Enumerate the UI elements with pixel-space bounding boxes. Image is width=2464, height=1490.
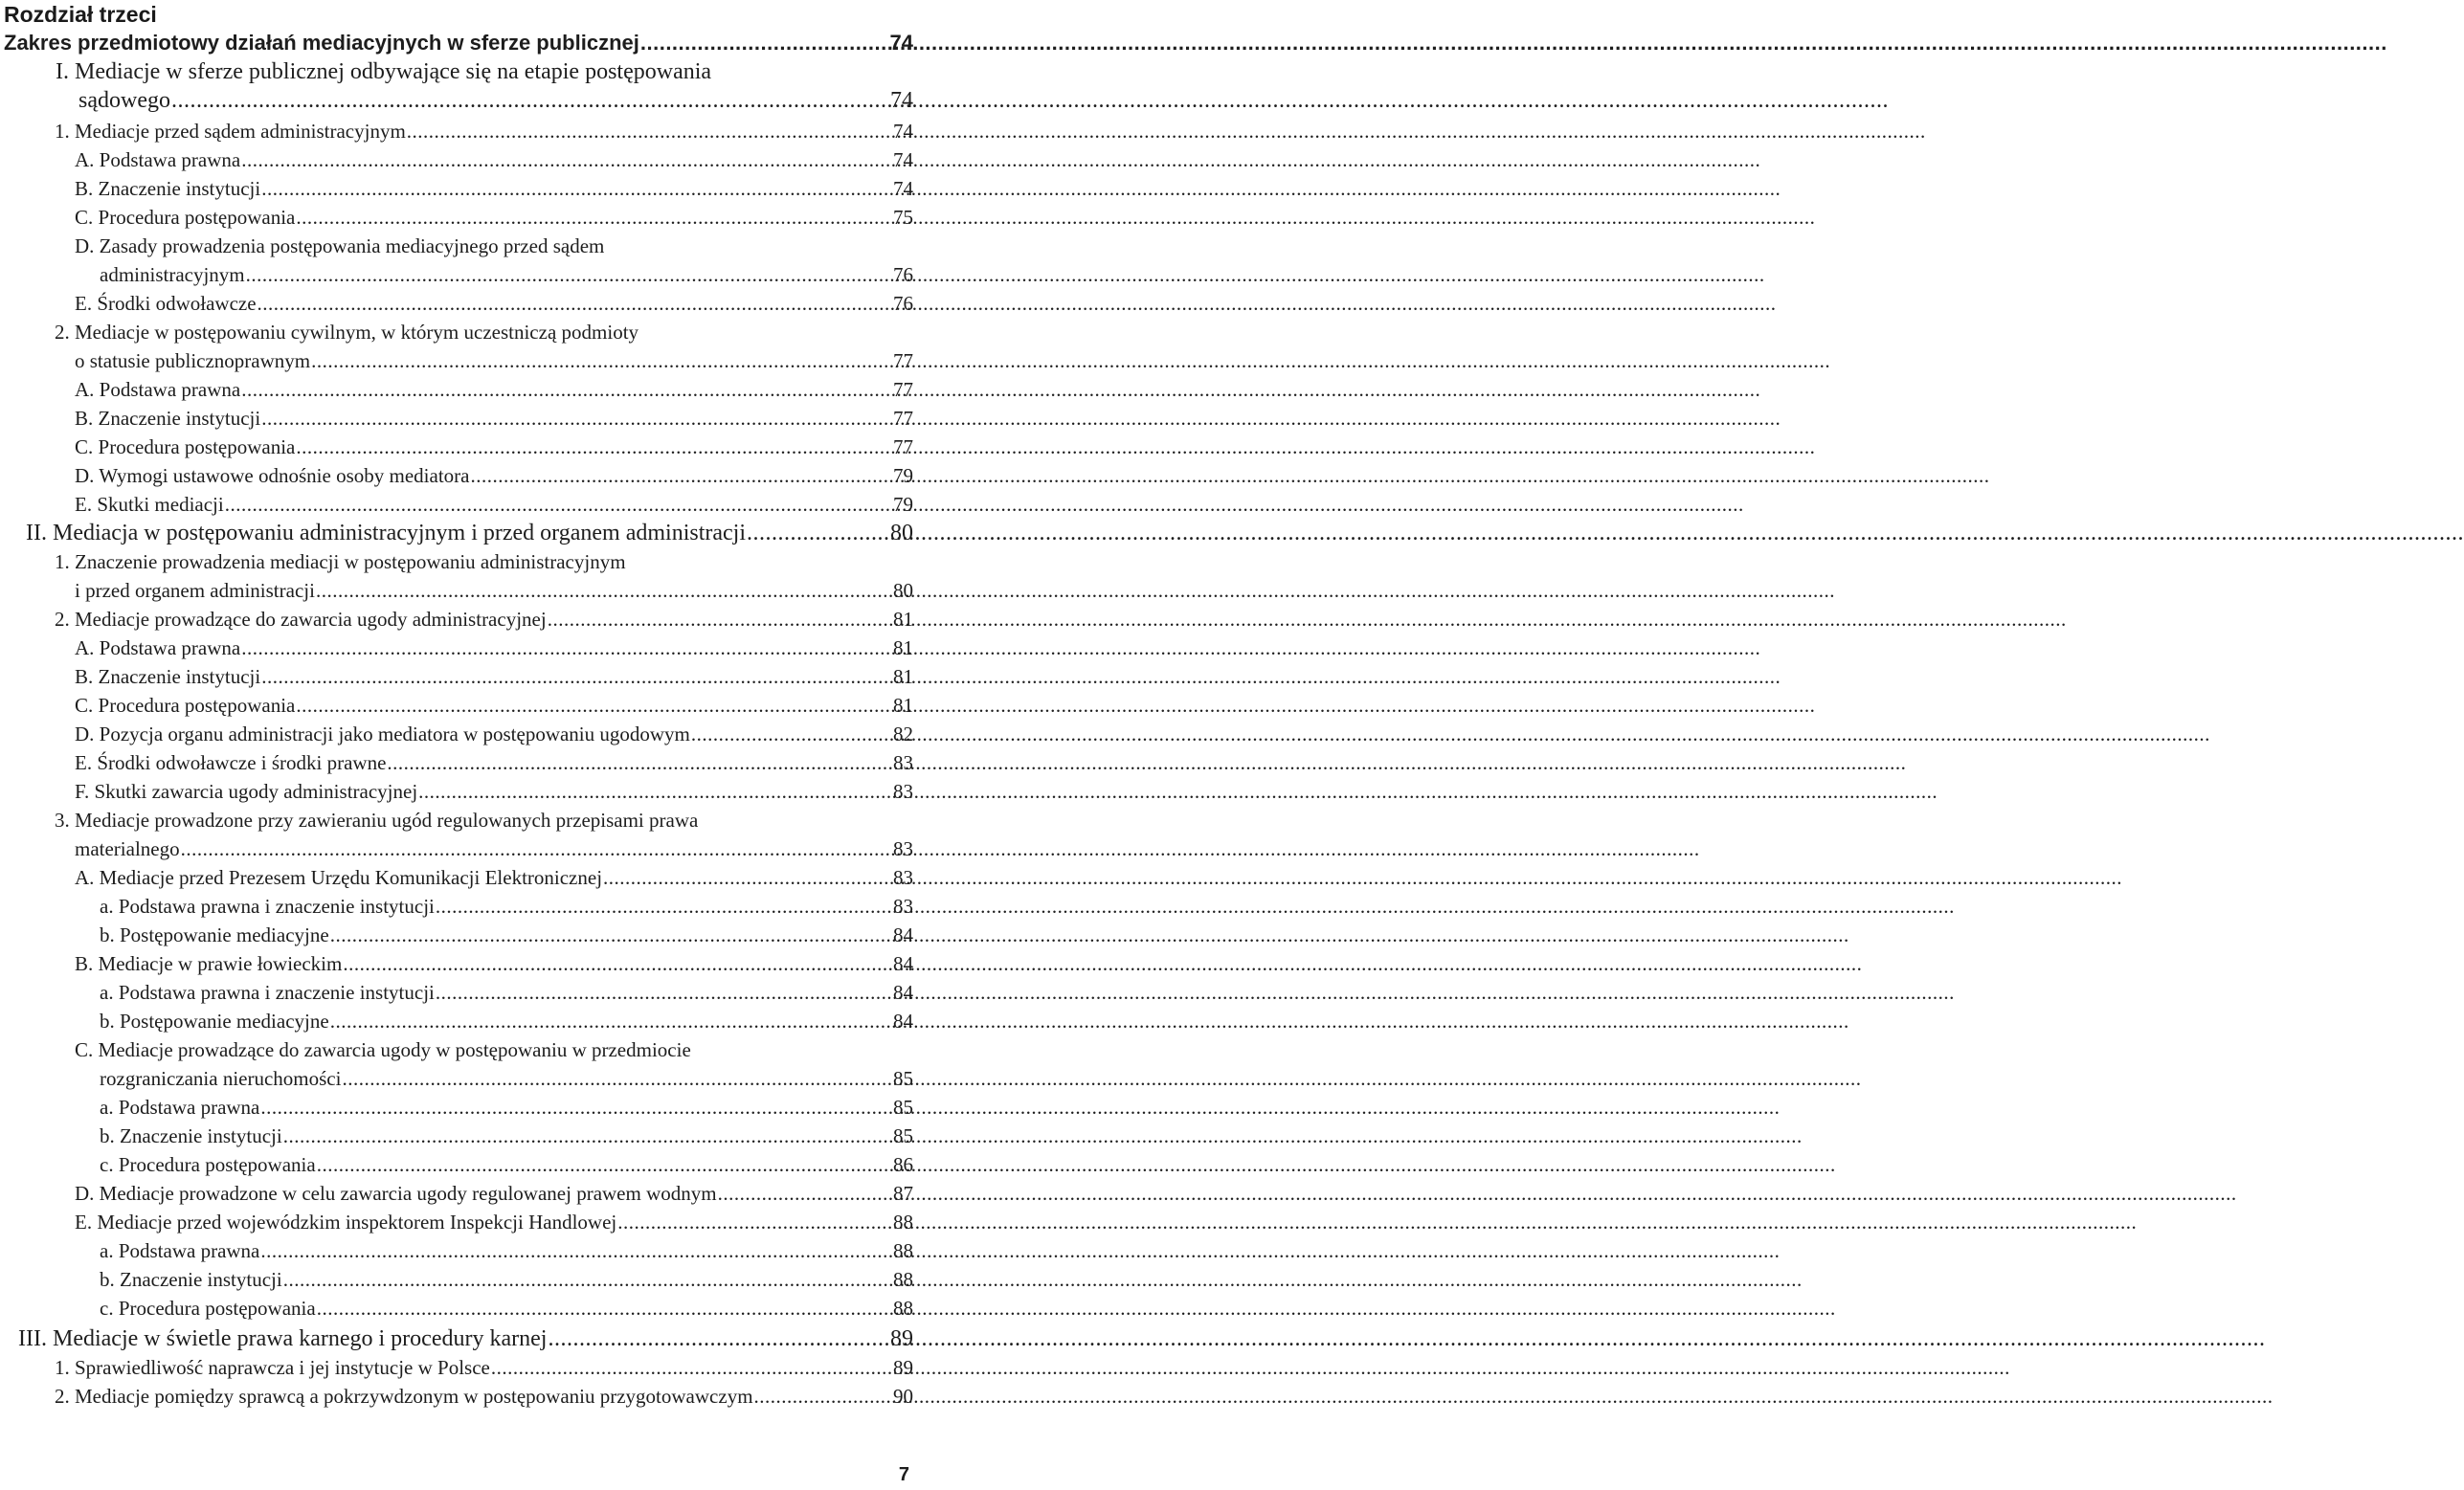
entry-number: A. [75,378,95,401]
entry-number: A. [75,148,95,171]
chapter-title: Zakres przedmiotowy działań mediacyjnych w sferze publicznej [4,31,639,55]
page-ref: 81 [893,665,913,688]
toc-entry-line2[interactable] [75,576,913,605]
toc-entry[interactable] [55,117,913,145]
page-ref: 84 [893,1010,913,1033]
entry-text: Mediacje w postępowaniu cywilnym, w którym uczestniczą podmioty [75,321,639,344]
dot-leader [548,1324,889,1353]
entry-number: 1. [55,1356,70,1379]
entry-text: Wymogi ustawowe odnośnie osoby mediatora [99,464,470,487]
entry-text: Mediacje prowadzone w celu zawarcia ugody regulowanej prawem wodnym [99,1182,717,1205]
entry-text: Mediacje prowadzone przy zawieraniu ugód regulowanych przepisami prawa [75,809,699,832]
entry-text: Pozycja organu administracji jako mediatora w postępowaniu ugodowym [99,723,690,745]
dot-leader [296,203,892,232]
toc-entry-s1-line1[interactable] [56,57,711,86]
entry-text: Mediacje w prawie łowieckim [98,952,343,975]
toc-entry-line1[interactable] [55,318,638,346]
dot-leader [718,1179,892,1208]
page-ref: 74 [893,120,913,143]
dot-leader [225,490,892,519]
dot-leader [603,863,892,892]
entry-number: B. [75,177,94,200]
dot-leader [330,921,892,949]
entry-text: Procedura postępowania [98,694,296,717]
page-ref: 88 [893,1239,913,1262]
entry-text: Procedura postępowania [98,435,296,458]
page-ref: 76 [893,292,913,315]
page-ref: 85 [893,1124,913,1147]
entry-text: Podstawa prawna i znaczenie instytucji [118,981,435,1004]
page-ref: 79 [893,464,913,487]
entry-text: Podstawa prawna [118,1239,260,1262]
dot-leader [241,375,892,404]
dot-leader [548,605,892,634]
page-ref: 80 [890,521,913,545]
toc-entry[interactable] [75,174,913,203]
page-ref: 81 [893,608,913,631]
toc-entry[interactable] [55,1353,913,1382]
dot-leader [283,1265,892,1294]
entry-text: Środki odwoławcze i środki prawne [97,751,387,774]
toc-entry-line1[interactable] [55,806,698,834]
entry-number: a. [100,1239,114,1262]
dot-leader [436,978,892,1007]
entry-text: Skutki mediacji [97,493,224,516]
entry-text: o statusie publicznoprawnym [75,349,311,372]
entry-number: 1. [55,120,70,143]
dot-leader [387,748,892,777]
toc-entry[interactable] [75,490,913,519]
entry-number: a. [100,981,114,1004]
dot-leader [241,634,892,662]
entry-text: materialnego [75,837,180,860]
entry-number: B. [75,665,94,688]
dot-leader [754,1382,892,1411]
entry-text: Mediacje przed wojewódzkim inspektorem Inspekcji Handlowej [97,1211,617,1234]
toc-entry-line1[interactable] [55,547,626,576]
entry-text: Skutki zawarcia ugody administracyjnej [94,780,418,803]
dot-leader [261,174,892,203]
page-ref: 85 [893,1067,913,1090]
entry-number: 2. [55,1385,70,1408]
page-ref: 84 [893,981,913,1004]
toc-entry[interactable] [75,863,913,892]
toc-entry-line2[interactable] [75,834,913,863]
entry-number: C. [75,694,94,717]
toc-entry[interactable] [100,1150,913,1179]
dot-leader [258,289,892,318]
toc-entry[interactable] [55,1382,913,1411]
page-ref: 84 [893,952,913,975]
toc-entry-line2[interactable] [100,260,913,289]
page-ref: 74 [890,88,913,113]
dot-leader [343,949,892,978]
page-number: 7 [898,1464,909,1485]
page-ref: 76 [893,263,913,286]
page-ref: 74 [889,31,913,55]
entry-text: Mediacje pomiędzy sprawcą a pokrzywdzonym w postępowaniu przygotowawczym [75,1385,753,1408]
page-ref: 81 [893,636,913,659]
dot-leader [296,691,892,720]
entry-number: D. [75,464,95,487]
dot-leader [317,1294,892,1323]
toc-entry[interactable] [100,921,913,949]
entry-text: Znaczenie instytucji [120,1268,282,1291]
entry-number: D. [75,723,95,745]
entry-number: F. [75,780,90,803]
page-ref: 81 [893,694,913,717]
toc-entry[interactable] [100,1265,913,1294]
entry-number: C. [75,1038,94,1061]
toc-entry[interactable] [100,978,913,1007]
page-ref: 83 [893,837,913,860]
entry-text: Sprawiedliwość naprawcza i jej instytucje w Polsce [75,1356,490,1379]
entry-text: Zasady prowadzenia postępowania mediacyjnego przed sądem [99,234,605,257]
toc-entry[interactable] [75,1179,913,1208]
entry-number: III. [18,1326,47,1351]
dot-leader [311,346,892,375]
dot-leader [342,1064,892,1093]
entry-number: b. [100,1124,115,1147]
dot-leader [171,86,889,115]
entry-number: 3. [55,809,70,832]
toc-entry[interactable] [75,404,913,433]
page-ref: 88 [893,1268,913,1291]
page-ref: 88 [893,1211,913,1234]
page-ref: 86 [893,1153,913,1176]
entry-number: C. [75,206,94,229]
entry-number: D. [75,1182,95,1205]
page-ref: 77 [893,407,913,430]
page-ref: 89 [893,1356,913,1379]
entry-number: E. [75,493,93,516]
page-ref: 82 [893,723,913,745]
toc-entry-line1[interactable] [75,1035,691,1064]
entry-text: Mediacje w sferze publicznej odbywające się na etapie postępowania [75,59,712,84]
entry-text: Procedura postępowania [118,1297,316,1320]
entry-text: administracyjnym [100,263,245,286]
entry-text: Mediacje prowadzące do zawarcia ugody w postępowaniu w przedmiocie [98,1038,691,1061]
entry-number: c. [100,1297,114,1320]
entry-number: b. [100,1268,115,1291]
entry-text: Podstawa prawna [118,1096,260,1119]
page-ref: 83 [893,866,913,889]
entry-number: A. [75,636,95,659]
toc-entry-line2[interactable] [75,346,913,375]
entry-text: Mediacje przed Prezesem Urzędu Komunikacji Elektronicznej [99,866,603,889]
toc-entry[interactable] [100,1093,913,1122]
toc-entry[interactable] [75,461,913,490]
toc-entry-line1[interactable] [75,232,604,260]
entry-number: D. [75,234,95,257]
entry-text: Środki odwoławcze [97,292,257,315]
toc-entry-s1-line2[interactable] [78,86,913,115]
dot-leader [296,433,892,461]
dot-leader [181,834,892,863]
entry-text: Podstawa prawna i znaczenie instytucji [118,895,435,918]
entry-number: b. [100,1010,115,1033]
dot-leader [418,777,892,806]
entry-text: Mediacje w świetle prawa karnego i procedury karnej [52,1326,548,1351]
dot-leader [640,29,889,57]
toc-entry[interactable] [75,203,913,232]
entry-text: Podstawa prawna [99,148,241,171]
entry-number: A. [75,866,95,889]
dot-leader [261,404,892,433]
entry-number: 2. [55,608,70,631]
dot-leader [316,576,892,605]
toc-entry[interactable] [100,1236,913,1265]
toc-entry-section[interactable] [26,519,913,547]
dot-leader [317,1150,892,1179]
entry-number: B. [75,952,94,975]
toc-entry-section[interactable] [18,1324,913,1353]
toc-entry[interactable] [100,1007,913,1035]
entry-number: C. [75,435,94,458]
page-ref: 89 [890,1326,913,1351]
page-ref: 75 [893,206,913,229]
page-ref: 83 [893,751,913,774]
toc-entry[interactable] [75,289,913,318]
toc-entry-line2[interactable] [100,1064,913,1093]
toc-entry[interactable] [75,720,913,748]
dot-leader [747,519,889,547]
entry-number: E. [75,751,93,774]
toc-entry[interactable] [75,375,913,404]
page-ref: 84 [893,923,913,946]
page-ref: 74 [893,148,913,171]
entry-number: B. [75,407,94,430]
entry-text: Podstawa prawna [99,378,241,401]
entry-text: Znaczenie instytucji [98,407,261,430]
entry-text: Znaczenie instytucji [120,1124,282,1147]
entry-text: rozgraniczania nieruchomości [100,1067,342,1090]
toc-entry[interactable] [75,691,913,720]
entry-text: Procedura postępowania [118,1153,316,1176]
page-ref: 83 [893,780,913,803]
entry-text: Procedura postępowania [98,206,296,229]
toc-entry[interactable] [100,1294,913,1323]
page-ref: 74 [893,177,913,200]
dot-leader [330,1007,892,1035]
dot-leader [260,1236,892,1265]
entry-text: Mediacje prowadzące do zawarcia ugody administracyjnej [75,608,547,631]
chapter-label: Rozdział trzeci [4,2,157,27]
dot-leader [617,1208,892,1236]
entry-number: b. [100,923,115,946]
page-ref: 77 [893,378,913,401]
entry-number: E. [75,292,93,315]
toc-entry[interactable] [75,634,913,662]
page-ref: 77 [893,349,913,372]
dot-leader [491,1353,892,1382]
page-ref: 77 [893,435,913,458]
page-ref: 83 [893,895,913,918]
page-ref: 90 [893,1385,913,1408]
page-ref: 87 [893,1182,913,1205]
toc-entry[interactable] [75,662,913,691]
toc-entry[interactable] [75,433,913,461]
entry-text: Postępowanie mediacyjne [120,1010,329,1033]
page-ref: 88 [893,1297,913,1320]
entry-text: Mediacja w postępowaniu administracyjnym i przed organem administracji [52,521,747,545]
toc-entry[interactable] [75,145,913,174]
entry-number: 2. [55,321,70,344]
page-ref: 79 [893,493,913,516]
dot-leader [246,260,892,289]
entry-number: E. [75,1211,93,1234]
dot-leader [283,1122,892,1150]
entry-text: sądowego [78,88,170,113]
entry-text: Znaczenie instytucji [98,177,261,200]
toc-entry[interactable] [100,892,913,921]
entry-number: I. [56,59,69,84]
entry-text: i przed organem administracji [75,579,315,602]
page-ref: 85 [893,1096,913,1119]
toc-entry[interactable] [55,605,913,634]
dot-leader [241,145,892,174]
dot-leader [691,720,892,748]
entry-text: Znaczenie prowadzenia mediacji w postępowaniu administracyjnym [75,550,626,573]
dot-leader [260,1093,892,1122]
toc-entry[interactable] [75,1208,913,1236]
toc-entry[interactable] [75,949,913,978]
entry-number: II. [26,521,47,545]
entry-text: Podstawa prawna [99,636,241,659]
page-ref: 80 [893,579,913,602]
toc-entry[interactable] [75,777,913,806]
toc-entry[interactable] [75,748,913,777]
entry-number: c. [100,1153,114,1176]
dot-leader [470,461,892,490]
entry-text: Mediacje przed sądem administracyjnym [75,120,406,143]
entry-number: 1. [55,550,70,573]
toc-entry[interactable] [100,1122,913,1150]
chapter-title-entry[interactable] [4,29,913,57]
entry-text: Znaczenie instytucji [98,665,261,688]
entry-text: Postępowanie mediacyjne [120,923,329,946]
entry-number: a. [100,1096,114,1119]
entry-number: a. [100,895,114,918]
dot-leader [436,892,892,921]
dot-leader [261,662,892,691]
dot-leader [407,117,892,145]
